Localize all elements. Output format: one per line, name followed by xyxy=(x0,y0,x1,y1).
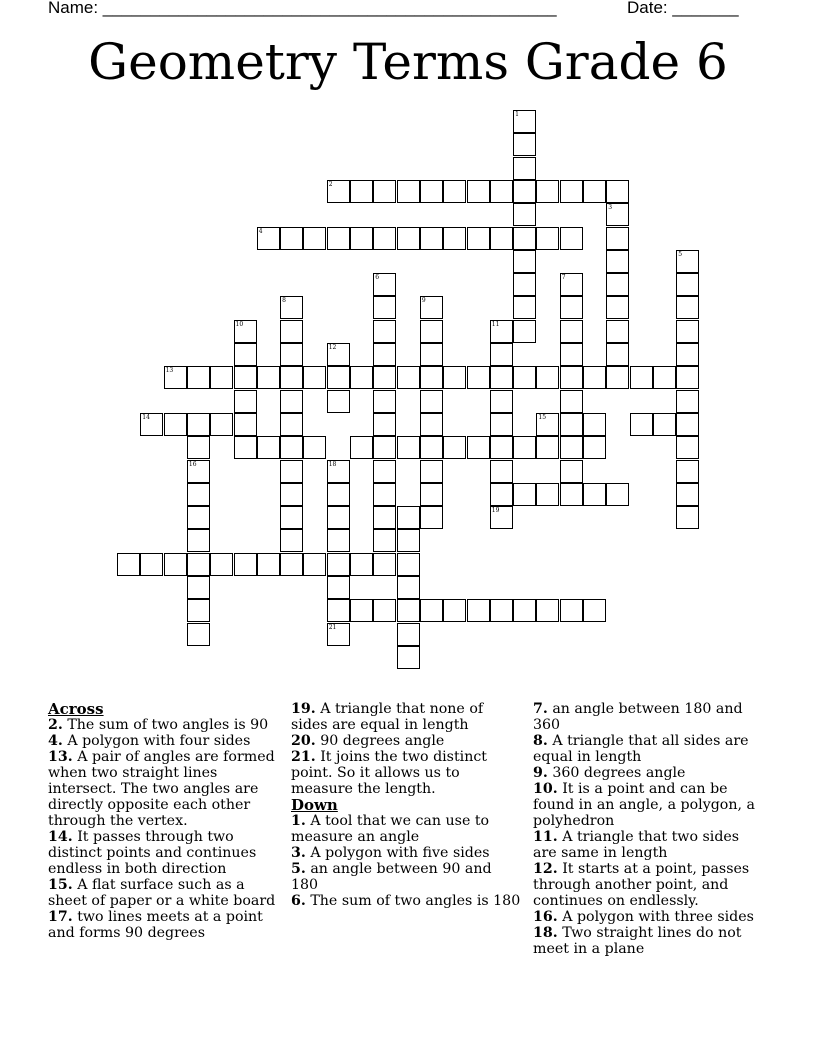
grid-cell[interactable] xyxy=(583,483,606,506)
clue-number-label: 9. xyxy=(533,765,548,781)
grid-cell[interactable] xyxy=(676,320,699,343)
clue-number-label: 15. xyxy=(48,877,73,893)
grid-cell[interactable] xyxy=(397,366,420,389)
grid-cell[interactable] xyxy=(676,366,699,389)
grid-cell[interactable] xyxy=(653,413,676,436)
clue-number-label: 14. xyxy=(48,829,73,845)
grid-cell[interactable] xyxy=(420,506,443,529)
grid-cell[interactable] xyxy=(606,227,629,250)
grid-cell[interactable] xyxy=(513,250,536,273)
clue-text: two lines meets at a point and forms 90 degrees xyxy=(48,909,263,941)
grid-cell[interactable] xyxy=(164,366,187,389)
grid-cell[interactable] xyxy=(234,390,257,413)
grid-cell[interactable] xyxy=(676,413,699,436)
grid-cell[interactable] xyxy=(606,273,629,296)
clue-text: A pair of angles are formed when two straight lines intersect. The two angles are directly opposite each other through the vertex. xyxy=(48,749,275,829)
grid-cell[interactable] xyxy=(467,366,490,389)
grid-cell[interactable] xyxy=(560,436,583,459)
grid-cell[interactable] xyxy=(536,227,559,250)
grid-cell[interactable] xyxy=(280,553,303,576)
grid-cell[interactable] xyxy=(373,529,396,552)
grid-cell[interactable] xyxy=(490,413,513,436)
grid-cell[interactable] xyxy=(583,366,606,389)
grid-cell[interactable] xyxy=(327,529,350,552)
clue-number-label: 8. xyxy=(533,733,548,749)
grid-cell[interactable] xyxy=(467,227,490,250)
grid-cell[interactable] xyxy=(513,133,536,156)
puzzle-title: Geometry Terms Grade 6 xyxy=(88,33,728,91)
grid-cell[interactable] xyxy=(513,273,536,296)
clue-text: It starts at a point, passes through another point, and continues on endlessly. xyxy=(533,861,750,909)
grid-cell[interactable] xyxy=(280,460,303,483)
grid-cell[interactable] xyxy=(560,343,583,366)
grid-cell[interactable] xyxy=(397,506,420,529)
clue-item xyxy=(533,829,763,861)
clue-number: 7 xyxy=(561,274,566,282)
grid-cell[interactable] xyxy=(560,483,583,506)
grid-cell[interactable] xyxy=(676,483,699,506)
grid-cell[interactable] xyxy=(630,413,653,436)
grid-cell[interactable] xyxy=(280,390,303,413)
grid-cell[interactable] xyxy=(420,413,443,436)
clue-item xyxy=(48,733,284,749)
grid-cell[interactable] xyxy=(420,366,443,389)
grid-cell[interactable] xyxy=(560,296,583,319)
clue-text: A triangle that none of sides are equal in length xyxy=(291,701,484,733)
grid-cell[interactable] xyxy=(443,180,466,203)
grid-cell[interactable] xyxy=(303,366,326,389)
grid-cell[interactable] xyxy=(397,529,420,552)
grid-cell[interactable] xyxy=(373,460,396,483)
grid-cell[interactable] xyxy=(513,227,536,250)
grid-cell[interactable] xyxy=(560,413,583,436)
grid-cell[interactable] xyxy=(397,646,420,669)
grid-cell[interactable] xyxy=(234,343,257,366)
grid-cell[interactable] xyxy=(490,390,513,413)
clue-number: 13 xyxy=(165,367,174,375)
clue-number: 1 xyxy=(515,111,519,118)
grid-cell[interactable] xyxy=(373,227,396,250)
grid-cell[interactable] xyxy=(490,460,513,483)
clue-number-label: 21. xyxy=(291,749,316,765)
grid-cell[interactable] xyxy=(280,343,303,366)
grid-cell[interactable] xyxy=(327,227,350,250)
clue-number-label: 13. xyxy=(48,749,73,765)
clue-number: 9 xyxy=(421,297,426,305)
grid-cell[interactable] xyxy=(513,483,536,506)
grid-cell[interactable] xyxy=(490,180,513,203)
clue-item xyxy=(291,749,521,797)
grid-cell[interactable] xyxy=(280,436,303,459)
grid-cell[interactable] xyxy=(676,460,699,483)
grid-cell[interactable] xyxy=(350,436,373,459)
grid-cell[interactable] xyxy=(303,553,326,576)
grid-cell[interactable] xyxy=(187,553,210,576)
clue-number-label: 7. xyxy=(533,701,548,717)
grid-cell[interactable] xyxy=(397,553,420,576)
grid-cell[interactable] xyxy=(490,366,513,389)
grid-cell[interactable] xyxy=(420,343,443,366)
grid-cell[interactable] xyxy=(234,366,257,389)
grid-cell[interactable] xyxy=(350,366,373,389)
clue-item xyxy=(533,925,763,957)
clue-number: 14 xyxy=(142,413,150,421)
grid-cell[interactable] xyxy=(583,599,606,622)
clue-number: 10 xyxy=(235,320,244,328)
grid-cell[interactable] xyxy=(234,436,257,459)
grid-cell[interactable] xyxy=(606,296,629,319)
grid-cell[interactable] xyxy=(490,227,513,250)
grid-cell[interactable] xyxy=(327,343,350,366)
grid-cell[interactable] xyxy=(490,599,513,622)
grid-cell[interactable] xyxy=(536,366,559,389)
grid-cell[interactable] xyxy=(513,599,536,622)
grid-cell[interactable] xyxy=(443,599,466,622)
grid-cell[interactable] xyxy=(420,599,443,622)
grid-cell[interactable] xyxy=(234,413,257,436)
grid-cell[interactable] xyxy=(467,436,490,459)
clue-text: A polygon with four sides xyxy=(67,733,251,749)
grid-cell[interactable] xyxy=(397,227,420,250)
clue-text: Two straight lines do not meet in a plane xyxy=(533,925,742,957)
grid-cell[interactable] xyxy=(397,436,420,459)
grid-cell[interactable] xyxy=(560,599,583,622)
clue-number: 5 xyxy=(678,250,683,258)
grid-cell[interactable] xyxy=(280,296,303,319)
grid-cell[interactable] xyxy=(164,413,187,436)
grid-cell[interactable] xyxy=(373,599,396,622)
grid-cell[interactable] xyxy=(536,483,559,506)
grid-cell[interactable] xyxy=(606,180,629,203)
clue-item xyxy=(48,909,284,941)
grid-cell[interactable] xyxy=(397,623,420,646)
clue-number-label: 2. xyxy=(48,717,63,733)
grid-cell[interactable] xyxy=(373,273,396,296)
grid-cell[interactable] xyxy=(420,483,443,506)
clue-text: A polygon with five sides xyxy=(310,845,490,861)
grid-cell[interactable] xyxy=(443,366,466,389)
clue-text: 360 degrees angle xyxy=(552,765,686,781)
clue-item xyxy=(291,813,521,845)
grid-cell[interactable] xyxy=(280,483,303,506)
grid-cell[interactable] xyxy=(210,413,233,436)
grid-cell[interactable] xyxy=(583,436,606,459)
clue-text: A tool that we can use to measure an angle xyxy=(291,813,490,845)
grid-cell[interactable] xyxy=(397,180,420,203)
grid-cell[interactable] xyxy=(187,483,210,506)
grid-cell[interactable] xyxy=(187,576,210,599)
grid-cell[interactable] xyxy=(280,320,303,343)
grid-cell[interactable] xyxy=(117,553,140,576)
grid-cell[interactable] xyxy=(560,180,583,203)
grid-cell[interactable] xyxy=(560,390,583,413)
clue-item xyxy=(533,909,763,925)
clue-number-label: 17. xyxy=(48,909,73,925)
clue-number: 12 xyxy=(328,344,337,351)
grid-cell[interactable] xyxy=(327,390,350,413)
grid-cell[interactable] xyxy=(350,553,373,576)
clue-number-label: 11. xyxy=(533,829,558,845)
grid-cell[interactable] xyxy=(467,599,490,622)
grid-cell[interactable] xyxy=(140,553,163,576)
grid-cell[interactable] xyxy=(280,227,303,250)
grid-cell[interactable] xyxy=(676,250,699,273)
clue-number-label: 5. xyxy=(291,861,306,877)
grid-cell[interactable] xyxy=(373,390,396,413)
clue-text: A triangle that all sides are equal in length xyxy=(533,733,749,765)
clue-number: 16 xyxy=(188,460,197,468)
clues-column-3 xyxy=(533,701,763,957)
grid-cell[interactable] xyxy=(373,436,396,459)
grid-cell[interactable] xyxy=(373,296,396,319)
grid-cell[interactable] xyxy=(490,483,513,506)
grid-cell[interactable] xyxy=(560,460,583,483)
grid-cell[interactable] xyxy=(327,366,350,389)
clue-number: 3 xyxy=(608,204,613,212)
clue-text: A polygon with three sides xyxy=(562,909,754,925)
grid-cell[interactable] xyxy=(606,483,629,506)
grid-cell[interactable] xyxy=(560,227,583,250)
grid-cell[interactable] xyxy=(187,366,210,389)
grid-cell[interactable] xyxy=(490,343,513,366)
grid-cell[interactable] xyxy=(373,506,396,529)
grid-cell[interactable] xyxy=(676,390,699,413)
name-field[interactable]: Name: ________________________________________________ xyxy=(48,0,557,17)
grid-cell[interactable] xyxy=(327,180,350,203)
grid-cell[interactable] xyxy=(257,553,280,576)
clue-number: 15 xyxy=(538,413,547,421)
grid-cell[interactable] xyxy=(280,529,303,552)
grid-cell[interactable] xyxy=(513,157,536,180)
grid-cell[interactable] xyxy=(257,227,280,250)
grid-cell[interactable] xyxy=(187,623,210,646)
grid-cell[interactable] xyxy=(536,413,559,436)
grid-cell[interactable] xyxy=(443,436,466,459)
grid-cell[interactable] xyxy=(373,483,396,506)
clue-text: an angle between 180 and 360 xyxy=(533,701,743,733)
clue-item xyxy=(291,845,521,861)
clue-item xyxy=(291,733,521,749)
grid-cell[interactable] xyxy=(676,296,699,319)
clue-text: It passes through two distinct points and continues endless in both direction xyxy=(48,829,257,877)
clue-item xyxy=(48,717,284,733)
grid-cell[interactable] xyxy=(373,180,396,203)
grid-cell[interactable] xyxy=(676,273,699,296)
grid-cell[interactable] xyxy=(327,460,350,483)
grid-cell[interactable] xyxy=(513,366,536,389)
grid-cell[interactable] xyxy=(350,227,373,250)
grid-cell[interactable] xyxy=(467,180,490,203)
clue-number-label: 18. xyxy=(533,925,558,941)
grid-cell[interactable] xyxy=(606,203,629,226)
grid-cell[interactable] xyxy=(280,506,303,529)
grid-cell[interactable] xyxy=(513,180,536,203)
grid-cell[interactable] xyxy=(513,110,536,133)
grid-cell[interactable] xyxy=(303,227,326,250)
section-heading: Down xyxy=(291,796,338,814)
clue-number-label: 12. xyxy=(533,861,558,877)
grid-cell[interactable] xyxy=(327,553,350,576)
grid-cell[interactable] xyxy=(327,506,350,529)
grid-cell[interactable] xyxy=(234,320,257,343)
clue-item xyxy=(533,781,763,829)
grid-cell[interactable] xyxy=(606,343,629,366)
clue-number-label: 19. xyxy=(291,701,316,717)
grid-cell[interactable] xyxy=(420,436,443,459)
clue-item xyxy=(291,701,521,733)
grid-cell[interactable] xyxy=(373,320,396,343)
grid-cell[interactable] xyxy=(327,483,350,506)
grid-cell[interactable] xyxy=(397,576,420,599)
grid-cell[interactable] xyxy=(350,599,373,622)
grid-cell[interactable] xyxy=(490,506,513,529)
clue-number: 8 xyxy=(282,297,286,305)
grid-cell[interactable] xyxy=(536,599,559,622)
clue-number: 19 xyxy=(491,507,500,515)
clue-text: It joins the two distinct point. So it allows us to measure the length. xyxy=(291,749,487,797)
grid-cell[interactable] xyxy=(187,599,210,622)
clue-number: 18 xyxy=(328,460,337,468)
clues-column-2 xyxy=(291,701,521,909)
clue-number-label: 10. xyxy=(533,781,558,797)
grid-cell[interactable] xyxy=(560,366,583,389)
clue-number-label: 1. xyxy=(291,813,306,829)
grid-cell[interactable] xyxy=(420,460,443,483)
clue-number: 4 xyxy=(258,227,263,235)
clue-item xyxy=(48,749,284,829)
clue-item xyxy=(533,733,763,765)
grid-cell[interactable] xyxy=(373,343,396,366)
grid-cell[interactable] xyxy=(420,296,443,319)
grid-cell[interactable] xyxy=(676,343,699,366)
grid-cell[interactable] xyxy=(513,296,536,319)
clue-text: It is a point and can be found in an angle, a polygon, a polyhedron xyxy=(533,781,755,829)
grid-cell[interactable] xyxy=(373,366,396,389)
clue-text: A flat surface such as a sheet of paper or a white board xyxy=(48,877,276,909)
grid-cell[interactable] xyxy=(560,273,583,296)
grid-cell[interactable] xyxy=(536,180,559,203)
grid-cell[interactable] xyxy=(513,203,536,226)
grid-cell[interactable] xyxy=(420,390,443,413)
clue-number: 6 xyxy=(375,274,380,282)
grid-cell[interactable] xyxy=(327,599,350,622)
clue-item xyxy=(291,893,521,909)
clue-item xyxy=(533,701,763,733)
clue-item xyxy=(291,861,521,893)
grid-cell[interactable] xyxy=(234,553,257,576)
grid-cell[interactable] xyxy=(560,320,583,343)
grid-cell[interactable] xyxy=(164,553,187,576)
grid-cell[interactable] xyxy=(187,460,210,483)
grid-cell[interactable] xyxy=(420,180,443,203)
grid-cell[interactable] xyxy=(257,366,280,389)
clue-number-label: 4. xyxy=(48,733,63,749)
grid-cell[interactable] xyxy=(327,576,350,599)
grid-cell[interactable] xyxy=(187,413,210,436)
clue-text: 90 degrees angle xyxy=(320,733,445,749)
clue-number-label: 20. xyxy=(291,733,316,749)
clue-number: 21 xyxy=(328,623,337,631)
clue-text: A triangle that two sides are same in length xyxy=(533,829,740,861)
section-heading: Across xyxy=(48,700,104,718)
grid-cell[interactable] xyxy=(653,366,676,389)
date-field[interactable]: Date: _______ xyxy=(627,0,739,17)
grid-cell[interactable] xyxy=(187,436,210,459)
grid-cell[interactable] xyxy=(210,553,233,576)
grid-cell[interactable] xyxy=(373,553,396,576)
grid-cell[interactable] xyxy=(490,320,513,343)
grid-cell[interactable] xyxy=(420,227,443,250)
clue-number-label: 6. xyxy=(291,893,306,909)
clue-number: 2 xyxy=(328,180,333,188)
clue-number-label: 16. xyxy=(533,909,558,925)
grid-cell[interactable] xyxy=(327,623,350,646)
grid-cell[interactable] xyxy=(513,320,536,343)
grid-cell[interactable] xyxy=(420,320,443,343)
grid-cell[interactable] xyxy=(676,506,699,529)
clue-text: The sum of two angles is 180 xyxy=(310,893,521,909)
grid-cell[interactable] xyxy=(606,250,629,273)
grid-cell[interactable] xyxy=(187,529,210,552)
grid-cell[interactable] xyxy=(187,506,210,529)
grid-cell[interactable] xyxy=(583,180,606,203)
grid-cell[interactable] xyxy=(606,320,629,343)
grid-cell[interactable] xyxy=(373,413,396,436)
grid-cell[interactable] xyxy=(536,436,559,459)
grid-cell[interactable] xyxy=(606,366,629,389)
clue-item xyxy=(48,829,284,877)
grid-cell[interactable] xyxy=(630,366,653,389)
grid-cell[interactable] xyxy=(350,180,373,203)
clue-number: 11 xyxy=(491,320,500,328)
grid-cell[interactable] xyxy=(257,436,280,459)
clue-number-label: 3. xyxy=(291,845,306,861)
grid-cell[interactable] xyxy=(210,366,233,389)
grid-cell[interactable] xyxy=(280,366,303,389)
grid-cell[interactable] xyxy=(280,413,303,436)
grid-cell[interactable] xyxy=(140,413,163,436)
grid-cell[interactable] xyxy=(303,436,326,459)
grid-cell[interactable] xyxy=(513,436,536,459)
clues-column-1 xyxy=(48,701,284,941)
grid-cell[interactable] xyxy=(583,413,606,436)
clue-text: The sum of two angles is 90 xyxy=(67,717,269,733)
grid-cell[interactable] xyxy=(397,599,420,622)
clue-item xyxy=(533,861,763,909)
grid-cell[interactable] xyxy=(443,227,466,250)
clue-item xyxy=(533,765,763,781)
clue-item xyxy=(48,877,284,909)
clue-text: an angle between 90 and 180 xyxy=(291,861,492,893)
grid-cell[interactable] xyxy=(490,436,513,459)
grid-cell[interactable] xyxy=(676,436,699,459)
